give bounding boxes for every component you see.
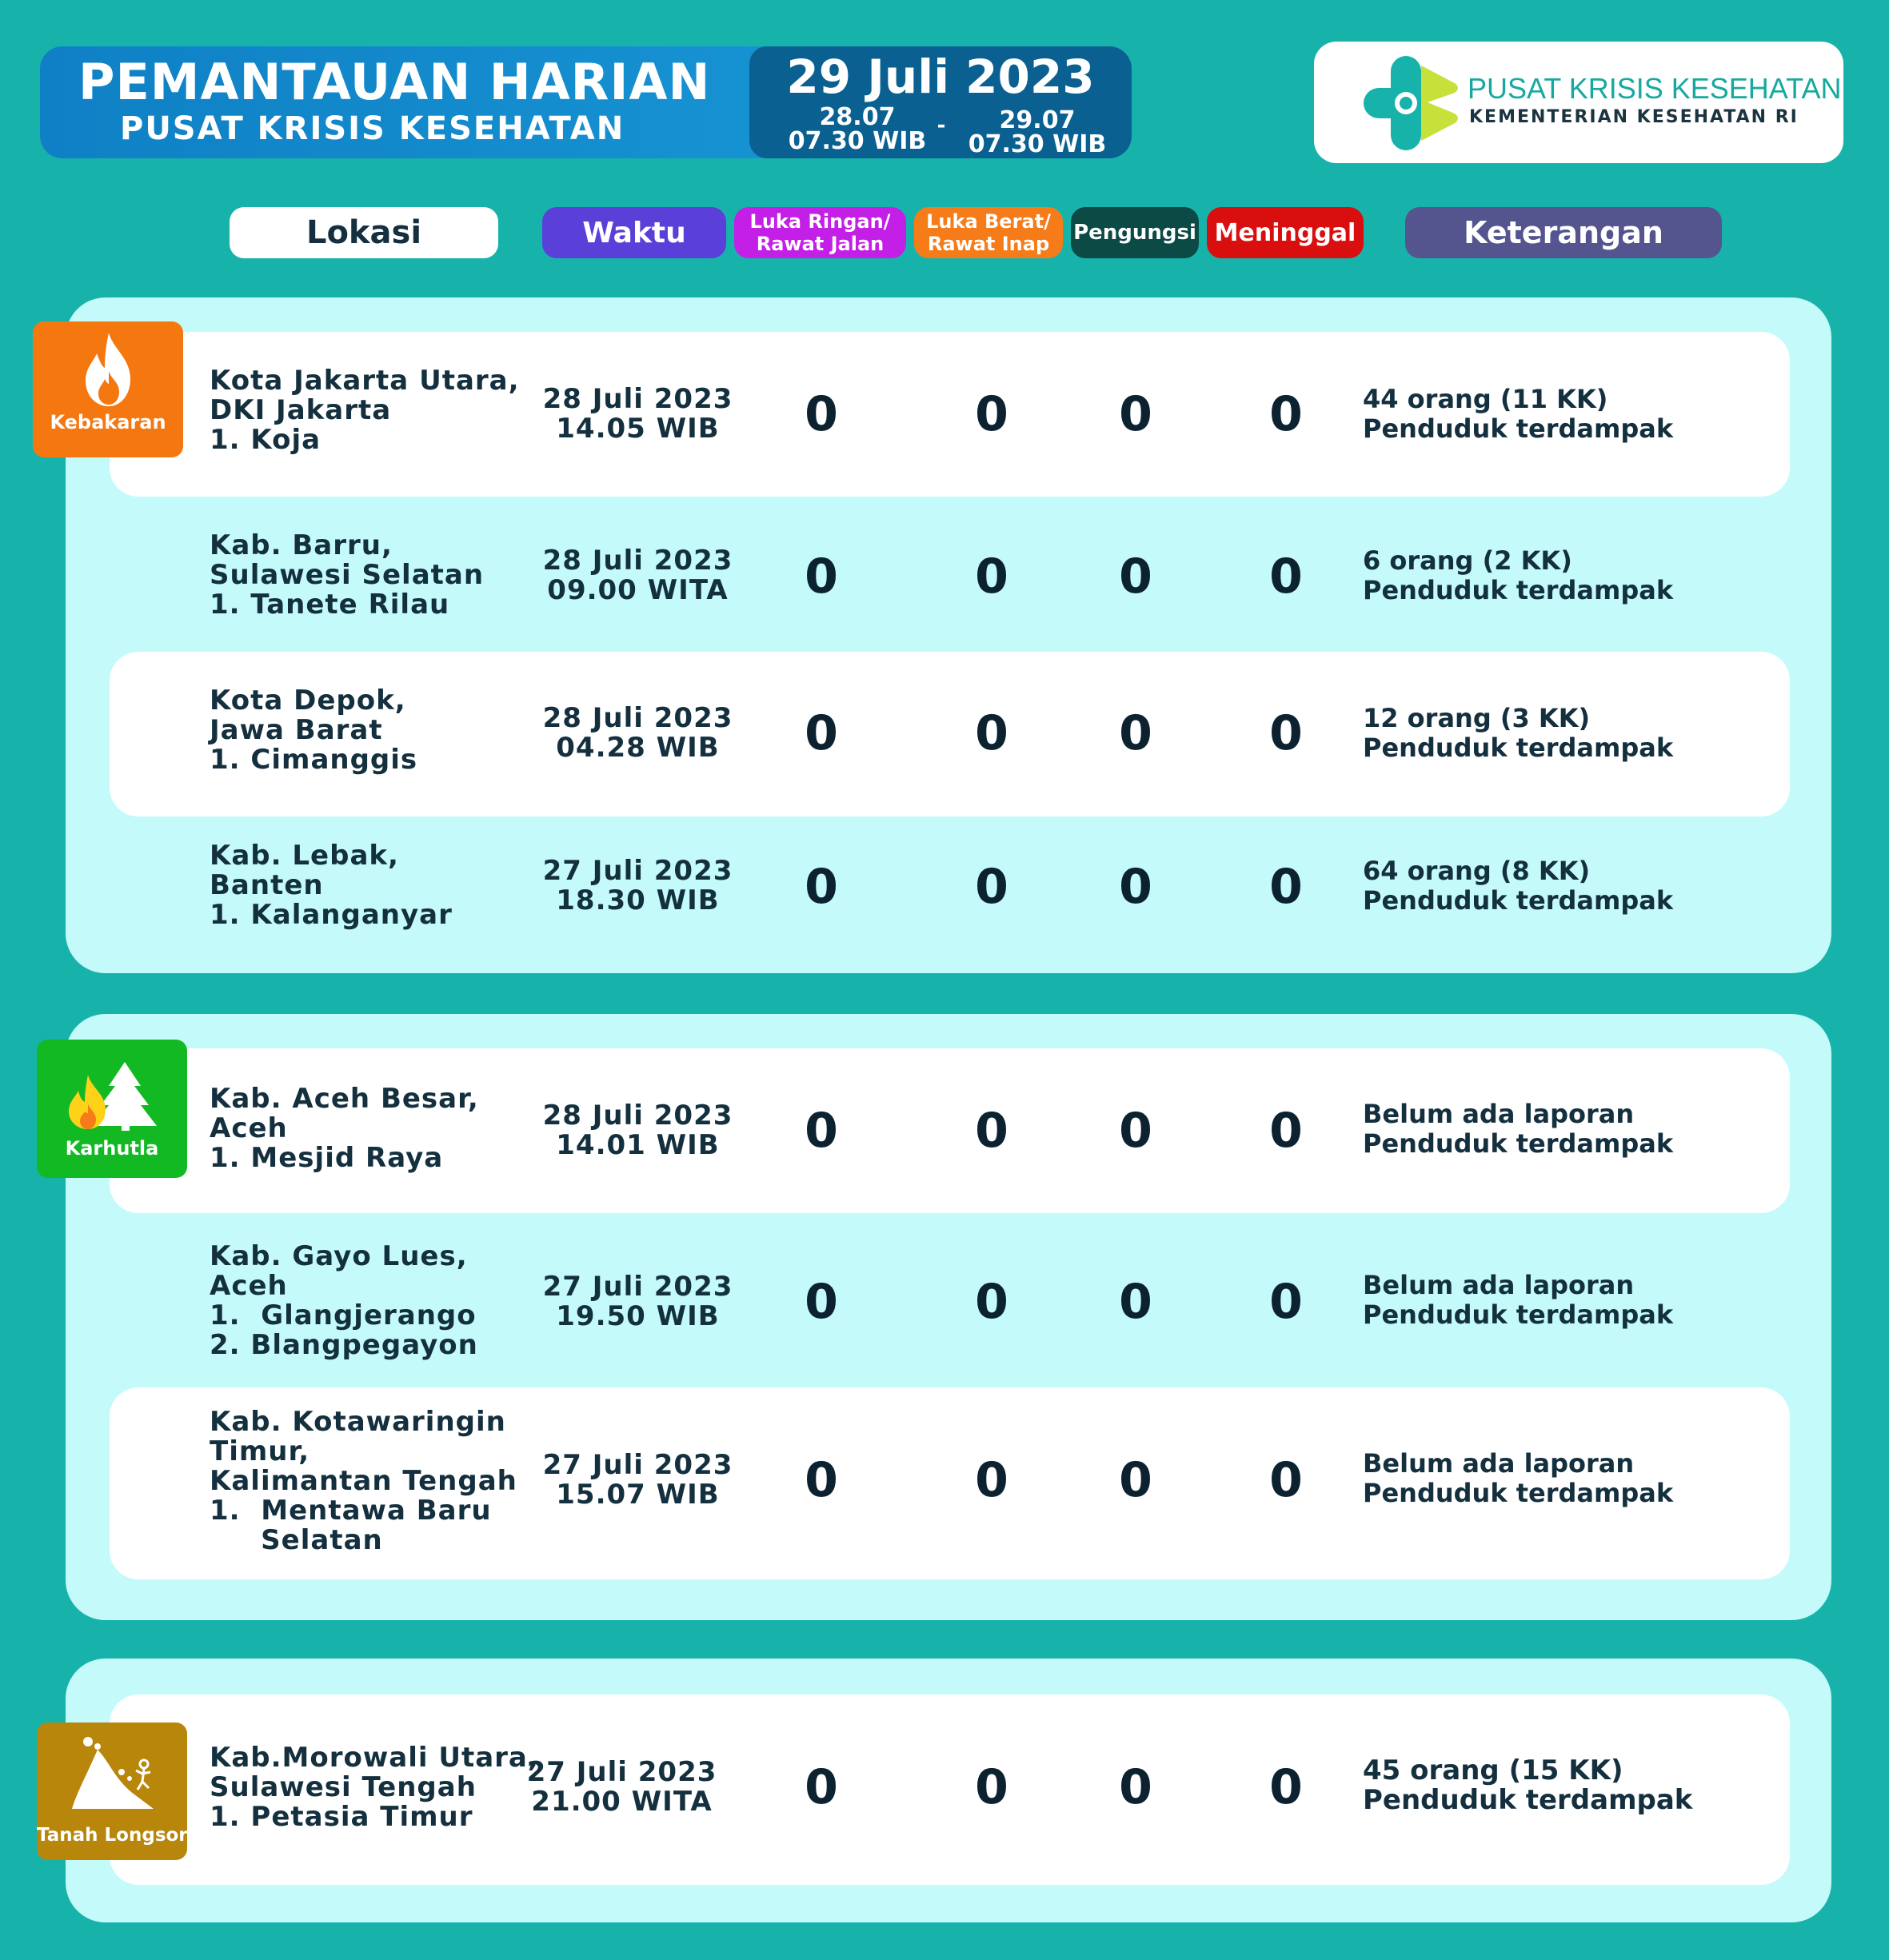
row-luka-berat: 0	[975, 705, 1008, 761]
row-pengungsi: 0	[1119, 1103, 1152, 1159]
range-from: 28.07 07.30 WIB	[788, 103, 927, 155]
row-luka-berat: 0	[975, 859, 1008, 915]
row-meninggal: 0	[1269, 549, 1303, 605]
row-luka-ringan: 0	[805, 386, 838, 442]
row-keterangan: Belum ada laporan Penduduk terdampak	[1363, 1270, 1674, 1330]
row-waktu: 27 Juli 2023 19.50 WIB	[542, 1271, 733, 1332]
header-title-block	[40, 46, 752, 158]
row-waktu: 27 Juli 2023 21.00 WITA	[526, 1756, 717, 1818]
row-pengungsi: 0	[1119, 386, 1152, 442]
row-lokasi: Kab. Barru, Sulawesi Selatan 1. Tanete Rilau	[210, 529, 485, 621]
row-keterangan: 45 orang (15 KK) Penduduk terdampak	[1363, 1754, 1693, 1816]
row-meninggal: 0	[1269, 1759, 1303, 1815]
row-lokasi: Kab. Kotawaringin Timur, Kalimantan Tengah 1. Mentawa Baru Selatan	[210, 1406, 517, 1556]
report-date: 29 Juli 2023	[786, 50, 1095, 104]
row-lokasi: Kota Depok, Jawa Barat 1. Cimanggis	[210, 685, 418, 776]
row-luka-ringan: 0	[805, 1759, 838, 1815]
row-pengungsi: 0	[1119, 705, 1152, 761]
fire-icon	[81, 331, 137, 409]
row-waktu: 28 Juli 2023 04.28 WIB	[542, 702, 733, 764]
range-to: 29.07 07.30 WIB	[968, 106, 1107, 158]
row-keterangan: 6 orang (2 KK) Penduduk terdampak	[1363, 545, 1674, 605]
column-header-keterangan: Keterangan	[1405, 207, 1722, 258]
page-subtitle: PUSAT KRISIS KESEHATAN	[120, 110, 625, 147]
row-keterangan: 44 orang (11 KK) Penduduk terdampak	[1363, 384, 1674, 444]
row-lokasi: Kab. Gayo Lues, Aceh 1. Glangjerango 2. Blangpegayon	[210, 1240, 478, 1361]
row-waktu: 27 Juli 2023 15.07 WIB	[542, 1449, 733, 1511]
row-lokasi: Kab.Morowali Utara, Sulawesi Tengah 1. Petasia Timur	[210, 1742, 539, 1833]
row-lokasi: Kab. Aceh Besar, Aceh 1. Mesjid Raya	[210, 1083, 479, 1174]
category-badge-karhutla	[37, 1040, 187, 1178]
row-luka-ringan: 0	[805, 1103, 838, 1159]
category-badge-tanah-longsor	[37, 1722, 187, 1860]
row-meninggal: 0	[1269, 386, 1303, 442]
row-waktu: 27 Juli 2023 18.30 WIB	[542, 855, 733, 916]
category-label: Kebakaran	[50, 411, 166, 433]
row-meninggal: 0	[1269, 1103, 1303, 1159]
row-luka-ringan: 0	[805, 1452, 838, 1508]
row-keterangan: 12 orang (3 KK) Penduduk terdampak	[1363, 703, 1674, 763]
kemenkes-logo-icon	[1360, 51, 1464, 155]
row-lokasi: Kota Jakarta Utara, DKI Jakarta 1. Koja	[210, 365, 520, 456]
row-luka-berat: 0	[975, 1452, 1008, 1508]
landslide-icon	[66, 1734, 160, 1817]
column-header-meninggal: Meninggal	[1207, 207, 1364, 258]
row-pengungsi: 0	[1119, 859, 1152, 915]
row-meninggal: 0	[1269, 705, 1303, 761]
column-header-luka-berat: Luka Berat/ Rawat Inap	[914, 207, 1063, 258]
row-luka-berat: 0	[975, 1759, 1008, 1815]
column-header-waktu: Waktu	[542, 207, 726, 258]
row-meninggal: 0	[1269, 1452, 1303, 1508]
row-luka-berat: 0	[975, 1274, 1008, 1330]
category-label: Karhutla	[65, 1137, 159, 1160]
row-keterangan: 64 orang (8 KK) Penduduk terdampak	[1363, 856, 1674, 916]
range-separator: -	[937, 114, 946, 138]
row-pengungsi: 0	[1119, 1274, 1152, 1330]
column-header-pengungsi: Pengungsi	[1071, 207, 1199, 258]
row-luka-ringan: 0	[805, 859, 838, 915]
row-meninggal: 0	[1269, 859, 1303, 915]
row-waktu: 28 Juli 2023 14.01 WIB	[542, 1100, 733, 1161]
row-luka-berat: 0	[975, 386, 1008, 442]
row-luka-berat: 0	[975, 1103, 1008, 1159]
row-luka-ringan: 0	[805, 549, 838, 605]
row-keterangan: Belum ada laporan Penduduk terdampak	[1363, 1099, 1674, 1159]
page-title: PEMANTAUAN HARIAN	[78, 53, 711, 111]
row-meninggal: 0	[1269, 1274, 1303, 1330]
row-pengungsi: 0	[1119, 1759, 1152, 1815]
row-luka-berat: 0	[975, 549, 1008, 605]
category-badge-kebakaran	[33, 321, 183, 457]
row-lokasi: Kab. Lebak, Banten 1. Kalanganyar	[210, 840, 453, 931]
row-luka-ringan: 0	[805, 1274, 838, 1330]
category-label: Tanah Longsor	[37, 1825, 188, 1846]
row-pengungsi: 0	[1119, 549, 1152, 605]
header-banner	[40, 46, 1132, 158]
row-keterangan: Belum ada laporan Penduduk terdampak	[1363, 1448, 1674, 1508]
row-pengungsi: 0	[1119, 1452, 1152, 1508]
header-date-box	[749, 46, 1132, 158]
column-header-lokasi: Lokasi	[230, 207, 498, 258]
column-header-luka-ringan: Luka Ringan/ Rawat Jalan	[734, 207, 906, 258]
row-luka-ringan: 0	[805, 705, 838, 761]
row-waktu: 28 Juli 2023 14.05 WIB	[542, 383, 733, 445]
logo-card	[1314, 42, 1843, 163]
logo-title: PUSAT KRISIS KESEHATAN	[1468, 72, 1842, 105]
logo-subtitle: KEMENTERIAN KESEHATAN RI	[1469, 107, 1799, 127]
row-waktu: 28 Juli 2023 09.00 WITA	[542, 545, 733, 606]
forest-fire-icon	[67, 1060, 160, 1132]
